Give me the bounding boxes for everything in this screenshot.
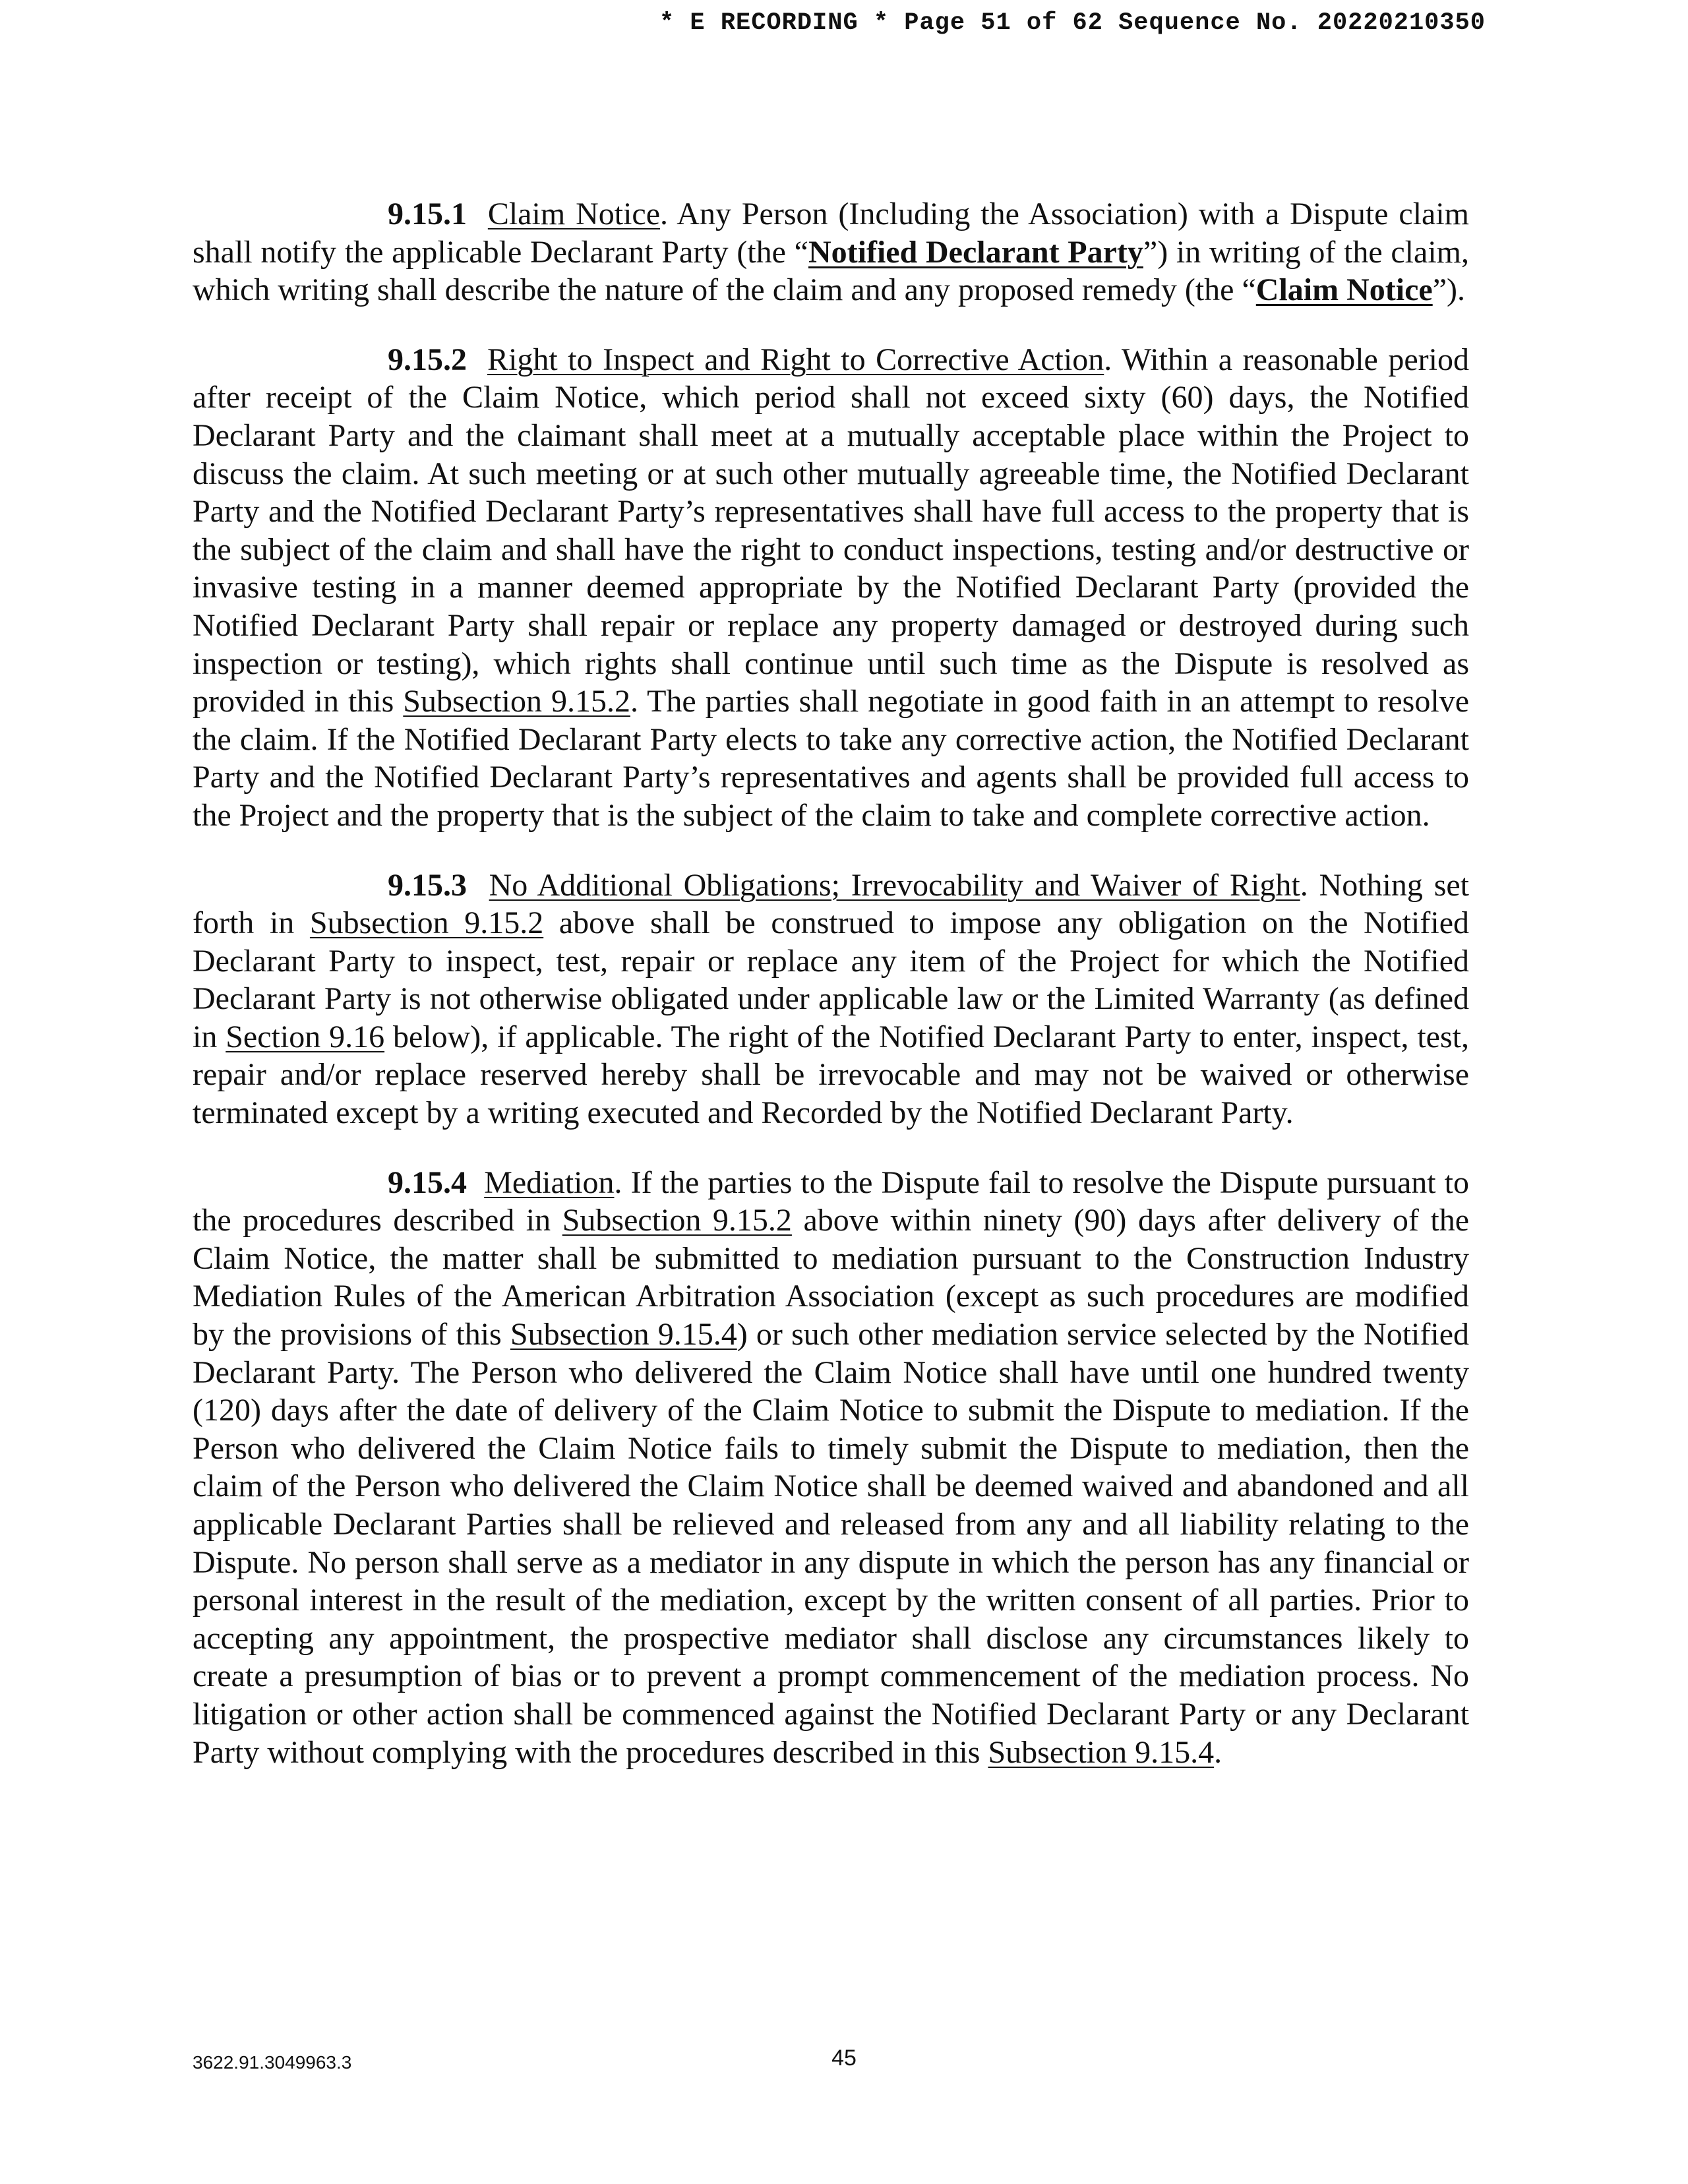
defined-term: Claim Notice bbox=[1255, 272, 1433, 308]
body-text-segment: below), if applicable. The right of the Notified Declarant Party to enter, inspect, test, repair and/or replace reserved hereby shall be irrevocable and may not be waived or otherwise terminated except by a writing executed and Recorded by the Notified Declarant Party. bbox=[193, 1019, 1469, 1131]
cross-reference: Subsection 9.15.2 bbox=[403, 684, 630, 719]
section-9-15-3: 9.15.3 No Additional Obligations; Irrevocability and Waiver of Right. Nothing set forth in Subsection 9.15.2 above shall be construed to impose any obligation on the Notified Declarant Party to inspect, test, repair or replace any item of the Project for which the Notified Declarant Party is not otherwise obligated under applicable law or the Limited Warranty (as defined in Section 9.16 below), if applicable. The right of the Notified Declarant Party to enter, inspect, test, repair and/or replace reserved hereby shall be irrevocable and may not be waived or otherwise terminated except by a writing executed and Recorded by the Notified Declarant Party. bbox=[193, 867, 1470, 1131]
section-title: Claim Notice bbox=[487, 197, 661, 231]
cross-reference: Subsection 9.15.2 bbox=[309, 905, 544, 941]
body-text-segment: Nothing set forth in bbox=[193, 867, 1470, 941]
section-9-15-2: 9.15.2 Right to Inspect and Right to Corrective Action. Within a reasonable period after receipt of the Claim Notice, which period shall not exceed sixty (60) days, the Notified Declarant Party and the claimant shall meet at a mutually acceptable place within the Project to discuss the claim. At such meeting or at such other mutually agreeable time, the Notified Declarant Party and the Notified Declarant Party’s representatives shall have full access to the property that is the subject of the claim and shall have the right to conduct inspections, testing and/or destructive or invasive testing in a manner deemed appropriate by the Notified Declarant Party (provided the Notified Declarant Party shall repair or replace any property damaged or destroyed during such inspection or testing), which rights shall continue until such time as the Dispute is resolved as provided in this Subsection 9.15.2. The parties shall negotiate in good faith in an attempt to resolve the claim. If the Notified Declarant Party elects to take any corrective action, the Notified Declarant Party and the Notified Declarant Party’s representatives and agents shall be provided full access to the Project and the property that is the subject of the claim to take and complete corrective action. bbox=[193, 342, 1469, 833]
cross-reference: Subsection 9.15.4 bbox=[510, 1317, 737, 1352]
body-text-segment: If the parties to the Dispute fail to resolve the Dispute pursuant to the procedures described in bbox=[193, 1165, 1470, 1238]
body-text-segment: ”) in writing of the claim, which writing shall describe the nature of the claim and any proposed remedy (the “ bbox=[193, 234, 1469, 308]
body-text-segment: above within ninety (90) days after delivery of the Claim Notice, the matter shall be submitted to mediation pursuant to the Construction Industry Mediation Rules of the American Arbitration Association (except as such procedures are modified by the provisions of this bbox=[193, 1203, 1469, 1352]
body-text-segment: Within a reasonable period after receipt of the Claim Notice, which period shall not exceed sixty (60) days, the Notified Declarant Party and the claimant shall meet at a mutually acceptable place within the Project to discuss the claim. At such meeting or at such other mutually agreeable time, the Notified Declarant Party and the Notified Declarant Party’s representatives shall have full access to the property that is the subject of the claim and shall have the right to conduct inspections, testing and/or destructive or invasive testing in a manner deemed appropriate by the Notified Declarant Party (provided the Notified Declarant Party shall repair or replace any property damaged or destroyed during such inspection or testing), which rights shall continue until such time as the Dispute is resolved as provided in this bbox=[193, 342, 1469, 719]
section-number: 9.15.3 bbox=[388, 867, 467, 903]
cross-reference: Section 9.16 bbox=[226, 1019, 385, 1054]
body-text-segment: . bbox=[1214, 1734, 1222, 1770]
body-text-segment: ”). bbox=[1432, 272, 1465, 308]
section-9-15-1: 9.15.1 Claim Notice. Any Person (Including the Association) with a Dispute claim shall notify the applicable Declarant Party (the “Notified Declarant Party”) in writing of the claim, which writing shall describe the nature of the claim and any proposed remedy (the “Claim Notice”). bbox=[193, 197, 1470, 308]
section-number: 9.15.4 bbox=[388, 1165, 467, 1200]
section-title: Mediation bbox=[484, 1165, 615, 1200]
defined-term: Notified Declarant Party bbox=[808, 234, 1143, 270]
body-text-segment: above shall be construed to impose any obligation on the Notified Declarant Party to inspect, test, repair or replace any item of the Project for which the Notified Declarant Party is not otherwise obligated under applicable law or the Limited Warranty (as defined in bbox=[193, 905, 1469, 1054]
cross-reference: Subsection 9.15.2 bbox=[562, 1203, 792, 1238]
body-text-segment: ) or such other mediation service selected by the Notified Declarant Party. The Person who delivered the Claim Notice shall have until one hundred twenty (120) days after the date of delivery of the Claim Notice to submit the Dispute to mediation. If the Person who delivered the Claim Notice fails to timely submit the Dispute to mediation, then the claim of the Person who delivered the Claim Notice shall be deemed waived and abandoned and all applicable Declarant Parties shall be relieved and released from any and all liability relating to the Dispute. No person shall serve as a mediator in any dispute in which the person has any financial or personal interest in the result of the mediation, except by the written consent of all parties. Prior to accepting any appointment, the prospective mediator shall disclose any circumstances likely to create a presumption of bias or to prevent a prompt commencement of the mediation process. No litigation or other action shall be commenced against the Notified Declarant Party or any Declarant Party without complying with the procedures described in this bbox=[193, 1317, 1469, 1770]
section-number: 9.15.1 bbox=[388, 197, 467, 231]
section-title: No Additional Obligations; Irrevocability and Waiver of Right bbox=[489, 867, 1300, 903]
cross-reference: Subsection 9.15.4 bbox=[988, 1734, 1215, 1770]
document-id: 3622.91.3049963.3 bbox=[193, 2052, 352, 2073]
body-text-segment: Any Person (Including the Association) with a Dispute claim shall notify the applicable Declarant Party (the “ bbox=[193, 197, 1470, 270]
section-9-15-4: 9.15.4 Mediation. If the parties to the Dispute fail to resolve the Dispute pursuant to the procedures described in Subsection 9.15.2 above within ninety (90) days after delivery of the Claim Notice, the matter shall be submitted to mediation pursuant to the Construction Industry Mediation Rules of the American Arbitration Association (except as such procedures are modified by the provisions of this Subsection 9.15.4) or such other mediation service selected by the Notified Declarant Party. The Person who delivered the Claim Notice shall have until one hundred twenty (120) days after the date of delivery of the Claim Notice to submit the Dispute to mediation. If the Person who delivered the Claim Notice fails to timely submit the Dispute to mediation, then the claim of the Person who delivered the Claim Notice shall be deemed waived and abandoned and all applicable Declarant Parties shall be relieved and released from any and all liability relating to the Dispute. No person shall serve as a mediator in any dispute in which the person has any financial or personal interest in the result of the mediation, except by the written consent of all parties. Prior to accepting any appointment, the prospective mediator shall disclose any circumstances likely to create a presumption of bias or to prevent a prompt commencement of the mediation process. No litigation or other action shall be commenced against the Notified Declarant Party or any Declarant Party without complying with the procedures described in this Subsection 9.15.4. bbox=[193, 1165, 1470, 1770]
body-text-segment: . The parties shall negotiate in good faith in an attempt to resolve the claim. If the Notified Declarant Party elects to take any corrective action, the Notified Declarant Party and the Notified Declarant Party’s representatives and agents shall be provided full access to the Project and the property that is the subject of the claim to take and complete corrective action. bbox=[193, 684, 1469, 833]
recording-stamp: * E RECORDING * Page 51 of 62 Sequence No. 20220210350 bbox=[659, 9, 1486, 37]
section-number: 9.15.2 bbox=[388, 342, 467, 377]
section-title: Right to Inspect and Right to Corrective Action bbox=[487, 342, 1104, 377]
page-number: 45 bbox=[831, 2046, 857, 2071]
document-body bbox=[193, 195, 1469, 1803]
